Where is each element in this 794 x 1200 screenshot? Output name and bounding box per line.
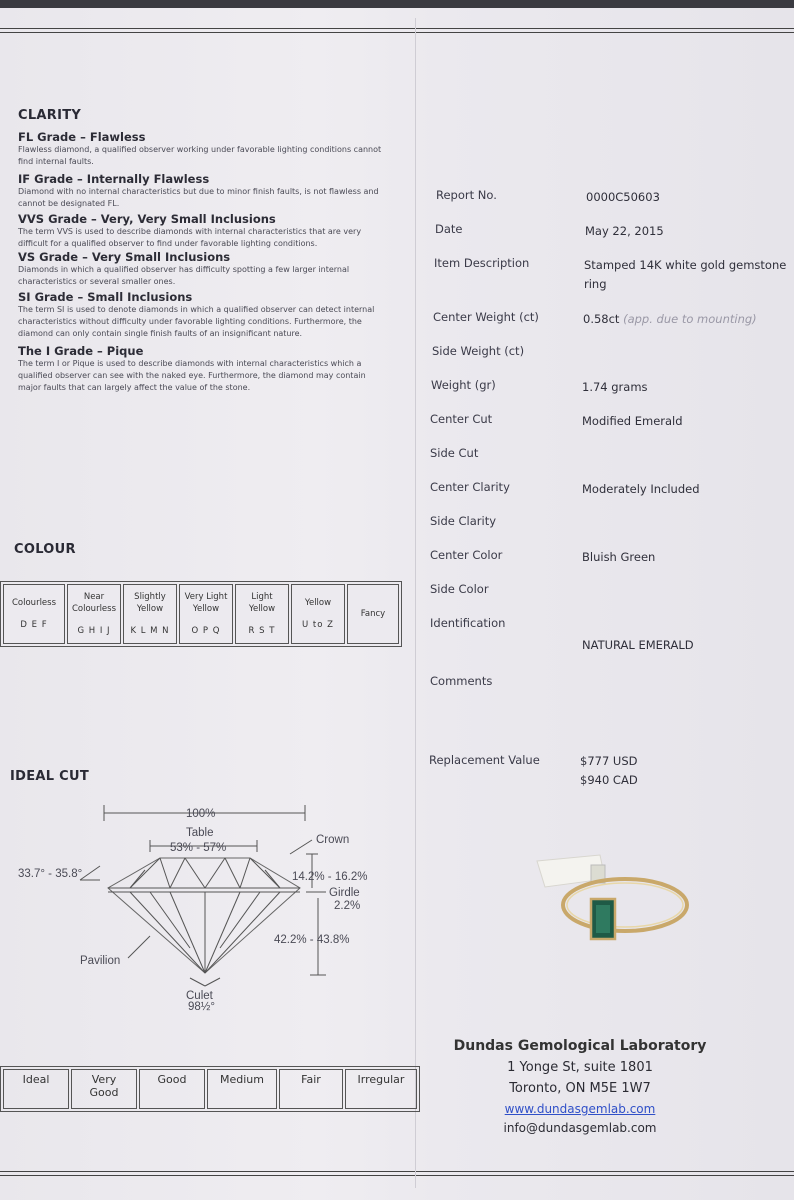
field-label: Report No. [436,188,497,202]
cut-scale-cell: Good [139,1069,205,1109]
colour-cell-name: Yellow [304,598,332,608]
field-label: Side Weight (ct) [432,344,525,358]
colour-cell [347,584,399,644]
colour-cell-range: G H I J [77,626,111,636]
clarity-grades [18,130,388,394]
lab-website-link[interactable]: www.dundasgemlab.com [504,1102,656,1116]
culet-label: Culet [186,990,213,1002]
crown-height-label: 14.2% - 16.2% [292,871,368,883]
field-label: Comments [430,674,493,688]
crown-label: Crown [316,834,350,846]
colour-cell-range: R S T [248,626,276,636]
lab-address-2: Toronto, ON M5E 1W7 [509,1081,651,1096]
field-label: Center Weight (ct) [433,310,539,324]
colour-scale [0,581,402,647]
grade-title: VVS Grade – Very, Very Small Inclusions [18,212,276,226]
cut-scale-cell: Ideal [3,1069,69,1109]
table-label: Table [186,827,214,839]
lab-address-1: 1 Yonge St, suite 1801 [507,1060,653,1075]
colour-cell-range: D E F [20,620,48,630]
field-value: 0.58ct [583,312,620,326]
cut-scale-cell: Medium [207,1069,277,1109]
colour-cell [291,584,345,644]
fold-line [415,18,416,1188]
ideal-cut-heading: IDEAL CUT [10,769,90,784]
grade-description: Diamonds in which a qualified observer has difficulty spotting a few larger internal characteristics or several smaller ones. [18,265,350,286]
culet-angle-label: 98½° [188,1001,215,1013]
field-value: 1.74 grams [582,380,648,394]
width-label: 100% [186,808,216,820]
grade-title: SI Grade – Small Inclusions [18,290,193,304]
field-label: Weight (gr) [431,378,496,392]
grade-title: VS Grade – Very Small Inclusions [18,250,231,264]
crown-angle-label: 33.7° - 35.8° [18,868,83,880]
colour-table [0,581,402,647]
colour-cell-name: Near Colourless [71,592,117,614]
replacement-usd: $777 USD [580,754,638,768]
colour-cell [235,584,289,644]
table-range-label: 53% - 57% [170,842,227,854]
colour-cell-name: Very Light Yellow [184,592,228,614]
field-label: Side Clarity [430,514,497,528]
cut-scale-cell: Very Good [71,1069,137,1109]
ring-photo [505,843,705,963]
grade-title: The I Grade – Pique [18,344,144,358]
colour-cell-name: Light Yellow [248,592,276,614]
ideal-cut-diagram [0,788,400,1018]
colour-cell [3,584,65,644]
field-value: May 22, 2015 [585,224,664,238]
grade-description: The term I or Pique is used to describe diamonds with internal characteristics which a qualified observer can see with the naked eye. Furthermore, the diamond may contain major faults that can largely affect the value of the stone. [18,359,366,392]
colour-cell-range: K L M N [130,626,170,636]
field-value: Moderately Included [582,482,700,496]
field-value: Bluish Green [582,550,656,564]
field-label: Center Cut [430,412,493,426]
colour-cell-name: Slightly Yellow [134,592,166,614]
grade-vvs [18,212,388,250]
field-note: (app. due to mounting) [623,312,757,326]
field-label: Side Cut [430,446,479,460]
grade-description: Flawless diamond, a qualified observer working under favorable lighting conditions cannot find internal faults. [18,145,382,166]
grade-description: Diamond with no internal characteristics but due to minor finish faults, is not flawless and cannot be designated FL. [18,187,379,208]
girdle-pct-label: 2.2% [334,900,361,912]
replacement-cad: $940 CAD [580,773,638,787]
grade-description: The term SI is used to denote diamonds in which a qualified observer can detect internal characteristics without difficulty under favorable lighting conditions. Furthermore, the diamond can only contain single finish faults of an insignificant nature. [18,305,375,338]
grade-i [18,344,388,394]
colour-cell-name: Fancy [360,609,386,619]
pavilion-label: Pavilion [80,955,121,967]
replacement-label: Replacement Value [429,753,540,767]
grade-si [18,290,388,340]
grade-if [18,172,388,210]
colour-cell-name: Colourless [11,598,57,608]
grade-description: The term VVS is used to describe diamonds with internal characteristics that are very difficult for a qualified observer to find under favorable lighting conditions. [18,227,362,248]
certificate-page [0,8,794,1200]
cut-scale-cell: Irregular [345,1069,417,1109]
grade-fl [18,130,388,170]
cut-scale-cell: Fair [279,1069,343,1109]
colour-cell-range: U to Z [302,620,334,630]
field-label: Center Clarity [430,480,510,494]
field-label: Side Color [430,582,489,596]
colour-heading: COLOUR [14,542,76,557]
field-value: Stamped 14K white gold gemstone ring [584,258,787,291]
field-label: Center Color [430,548,503,562]
field-label: Date [435,222,463,236]
field-label: Item Description [434,256,530,270]
grade-title: IF Grade – Internally Flawless [18,172,210,186]
field-value: NATURAL EMERALD [582,638,694,652]
top-edge [0,0,794,8]
lab-name: Dundas Gemological Laboratory [453,1038,707,1054]
field-value: Modified Emerald [582,414,683,428]
colour-cell [67,584,121,644]
cut-scale [0,1066,420,1112]
cut-scale-table [0,1066,420,1112]
colour-cell-range: O P Q [191,626,221,636]
clarity-heading: CLARITY [18,108,82,123]
girdle-label: Girdle [329,887,360,899]
colour-cell [179,584,233,644]
lab-email[interactable]: info@dundasgemlab.com [503,1121,657,1135]
grade-title: FL Grade – Flawless [18,130,146,144]
colour-cell [123,584,177,644]
field-label: Identification [430,616,506,630]
pavilion-depth-label: 42.2% - 43.8% [274,934,350,946]
field-value: 0000C50603 [586,190,660,204]
grade-vs [18,250,388,290]
